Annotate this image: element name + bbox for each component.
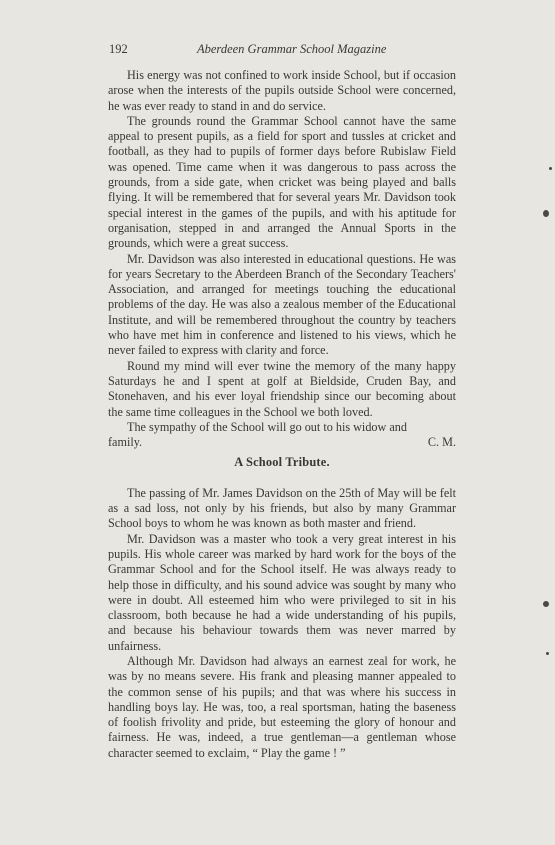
closing-line bbox=[108, 435, 456, 450]
paragraph: Round my mind will ever twine the memory of the many happy Saturdays he and I spent at golf at Bieldside, Cruden Bay, and Stonehaven, and his ever loyal friendship since our becoming about the same time colleagues in the School we both loved. bbox=[108, 358, 456, 419]
author-signature: C. M. bbox=[427, 435, 456, 450]
ink-speck bbox=[546, 652, 549, 655]
ink-speck bbox=[549, 167, 552, 170]
page-header bbox=[109, 42, 463, 60]
ink-speck bbox=[543, 210, 549, 217]
paragraph: The grounds round the Grammar School cannot have the same appeal to present pupils, as a field for sport and tussles at cricket and football, as they had to pupils of former days before Rubislaw Field was opened. Time came when it was dangerous to pass across the grounds, from a side gate, when cricket was being played and balls flying. It will be remembered that for several years Mr. Davidson took special interest in the games of the pupils, and with his aptitude for organisation, stepped in and arranged the Annual Sports in the grounds, which were a great success. bbox=[108, 113, 456, 251]
paragraph: Mr. Davidson was also interested in educational questions. He was for years Secretary to the Aberdeen Branch of the Secondary Teachers' Association, and arranged for meetings touching the educational problems of the day. He was also a zealous member of the Educational Institute, and will be remembered throughout the country by teachers who have met him in conference and listened to his views, which he never failed to express with clarity and force. bbox=[108, 251, 456, 358]
paragraph: Although Mr. Davidson had always an earnest zeal for work, he was by no means severe. His frank and pleasing manner appealed to the common sense of his pupils; and that was where his success in handling boys lay. He was, too, a real sportsman, hating the baseness of foolish frivolity and pride, but esteeming the glory of honour and fairness. He was, indeed, a true gentleman—a gentleman whose character seemed to exclaim, “ Play the game ! ” bbox=[108, 653, 456, 760]
section-title: A School Tribute. bbox=[234, 455, 330, 470]
paragraph: Mr. Davidson was a master who took a very great interest in his pupils. His whole career was marked by hard work for the boys of the Grammar School and for the School itself. He was always ready to help those in difficulty, and his sound advice was sought by many who were in doubt. All esteemed him who were privileged to sit in his classroom, both because he had a wide understanding of his pupils, and because his behaviour towards them was never marred by unfairness. bbox=[108, 531, 456, 653]
page-number: 192 bbox=[109, 42, 128, 56]
ink-speck bbox=[543, 601, 549, 607]
body-text bbox=[108, 68, 456, 761]
running-title: Aberdeen Grammar School Magazine bbox=[197, 42, 387, 56]
paragraph: The sympathy of the School will go out to his widow and bbox=[127, 419, 407, 434]
paragraph: His energy was not confined to work inside School, but if occasion arose when the interests of the pupils outside School were concerned, he was ever ready to stand in and do service. bbox=[108, 68, 456, 113]
paragraph: The passing of Mr. James Davidson on the 25th of May will be felt as a sad loss, not only by his friends, but also by many Grammar School boys to whom he was known as both master and friend. bbox=[108, 485, 456, 531]
closing-word: family. bbox=[108, 435, 143, 450]
